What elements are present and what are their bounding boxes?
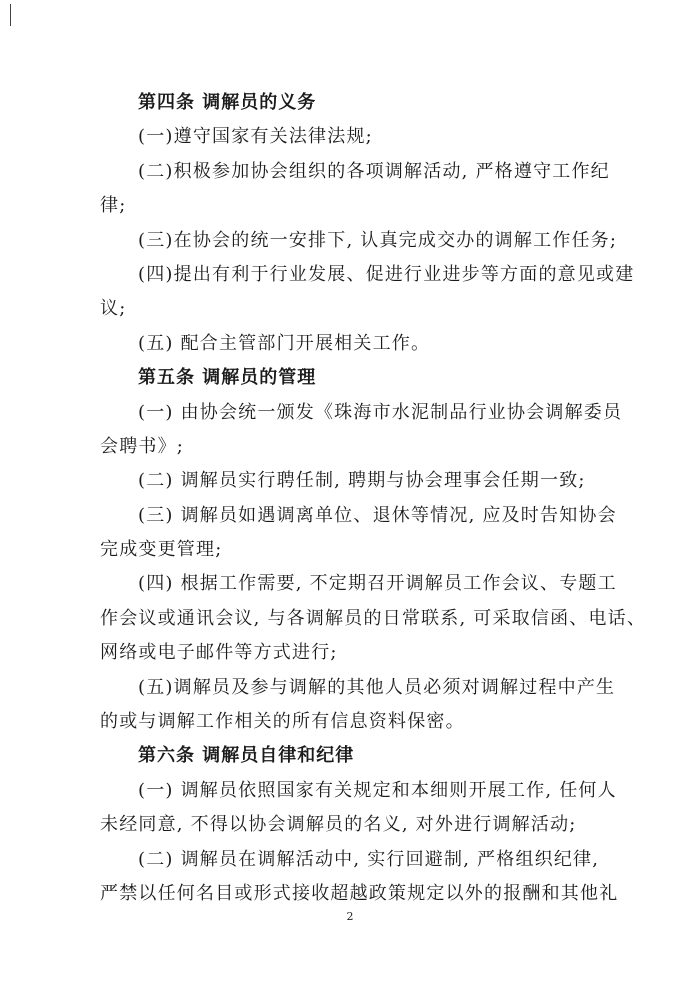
paragraph-line: (三)在协会的统一安排下, 认真完成交办的调解工作任务; [138,229,618,251]
paragraph-line: (二) 调解员在调解活动中, 实行回避制, 严格组织纪律, [138,848,600,870]
paragraph-line: 的或与调解工作相关的所有信息资料保密。 [100,711,465,733]
article-5-heading: 第五条 调解员的管理 [138,367,317,389]
paragraph-line: (一)遵守国家有关法律法规; [138,126,373,148]
article-4-heading: 第四条 调解员的义务 [138,92,317,113]
paragraph-line: (一) 调解员依照国家有关规定和本细则开展工作, 任何人 [138,779,617,801]
paragraph-line: 严禁以任何名目或形式接收超越政策规定以外的报酬和其他礼 [100,882,619,904]
document-body [100,86,647,911]
paragraph-line: 作会议或通讯会议, 与各调解员的日常联系, 可采取信函、电话、 [100,607,647,629]
paragraph-line: (二) 调解员实行聘任制, 聘期与协会理事会任期一致; [138,470,586,492]
paragraph-line: 网络或电子邮件等方式进行; [100,642,338,664]
paragraph-line: 会聘书》; [100,435,185,457]
paragraph-line: (五)调解员及参与调解的其他人员必须对调解过程中产生 [138,676,616,698]
paragraph-line: 议; [100,298,127,320]
paragraph-line: 未经同意, 不得以协会调解员的名义, 对外进行调解活动; [100,814,577,836]
scan-edge-mark [10,4,11,26]
paragraph-line: 完成变更管理; [100,539,223,561]
paragraph-line: (三) 调解员如遇调离单位、退休等情况, 应及时告知协会 [138,504,617,526]
paragraph-line: 律; [100,195,127,217]
paragraph-line: (四)提出有利于行业发展、促进行业进步等方面的意见或建 [138,263,635,285]
paragraph-line: (四) 根据工作需要, 不定期召开调解员工作会议、专题工 [138,573,617,595]
page-number: 2 [346,910,354,923]
paragraph-line: (五) 配合主管部门开展相关工作。 [138,332,431,354]
article-6-heading: 第六条 调解员自律和纪律 [138,745,355,767]
paragraph-line: (二)积极参加协会组织的各项调解活动, 严格遵守工作纪 [138,160,610,182]
paragraph-line: (一) 由协会统一颁发《珠海市水泥制品行业协会调解委员 [138,401,623,423]
